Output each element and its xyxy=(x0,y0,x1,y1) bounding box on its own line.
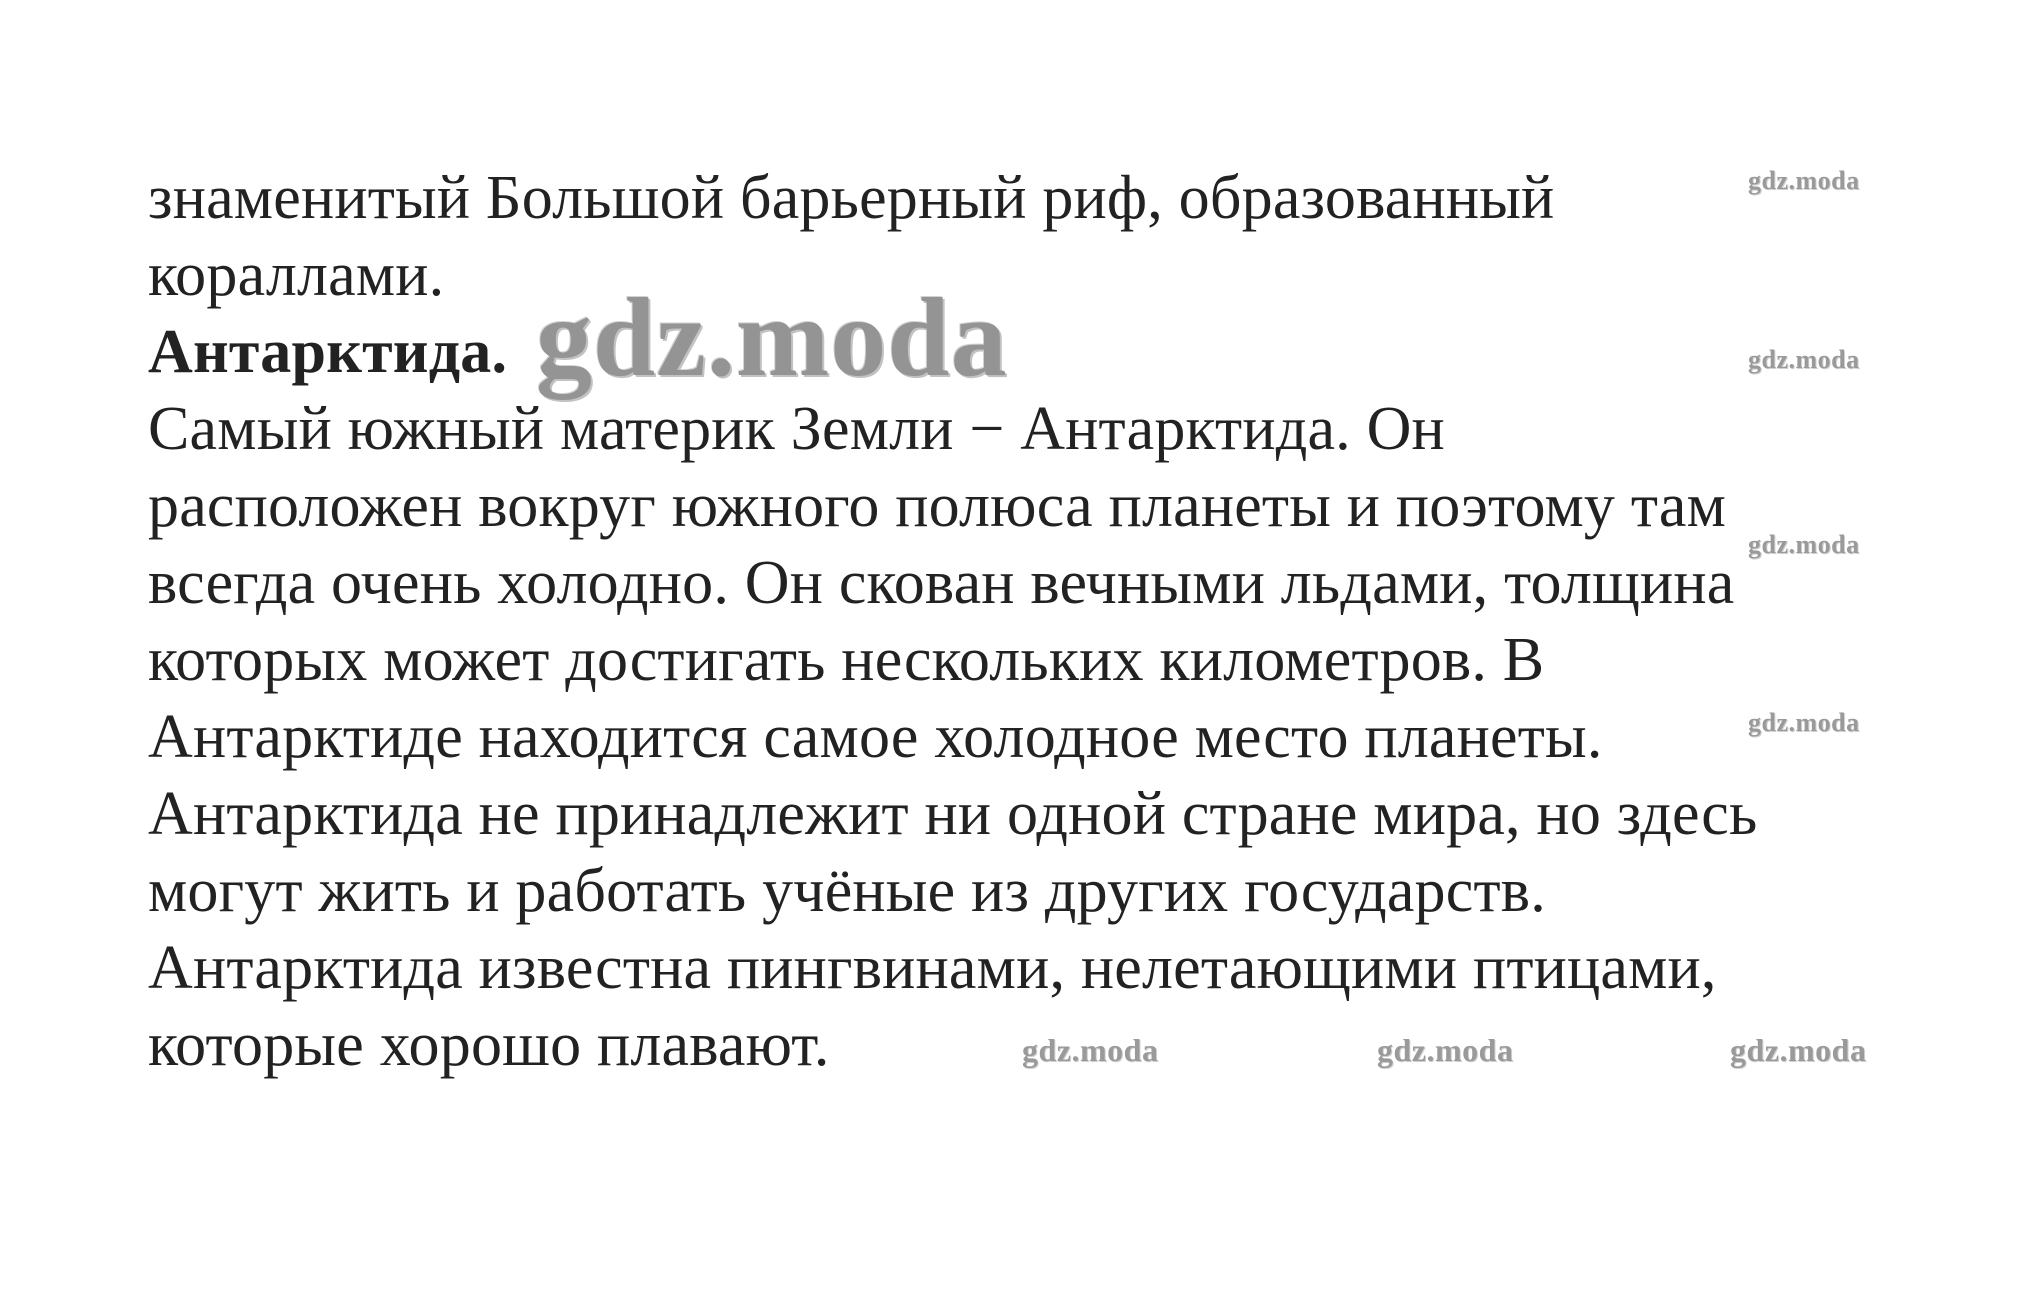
text-line: Антарктиде находится самое холодное место планеты. xyxy=(148,703,1603,771)
text-line: Антарктида не принадлежит ни одной стране мира, но здесь xyxy=(148,780,1758,848)
watermark: gdz.moda xyxy=(1377,1032,1514,1068)
watermark: gdz.moda xyxy=(1748,530,1860,559)
text-line: могут жить и работать учёные из других государств. xyxy=(148,857,1546,925)
watermark: gdz.moda xyxy=(1748,345,1860,374)
text-line: кораллами. xyxy=(148,241,445,309)
watermark: gdz.moda xyxy=(1730,1032,1867,1068)
text-line: знаменитый Большой барьерный риф, образованный xyxy=(148,164,1555,232)
text-line: Самый южный материк Земли − Антарктида. Он xyxy=(148,395,1445,463)
text-line: которых может достигать нескольких километров. В xyxy=(148,626,1545,694)
text-line: которые хорошо плавают. xyxy=(148,1011,830,1079)
watermark: gdz.moda xyxy=(1022,1032,1159,1068)
section-heading: Антарктида. xyxy=(148,318,508,386)
body-text xyxy=(148,160,1948,1084)
text-line: Антарктида известна пингвинами, нелетающими птицами, xyxy=(148,934,1717,1002)
watermark: gdz.moda xyxy=(1748,708,1860,737)
watermark-large: gdz.moda xyxy=(536,276,1008,400)
text-line: всегда очень холодно. Он скован вечными льдами, толщина xyxy=(148,549,1735,617)
watermark: gdz.moda xyxy=(1748,166,1860,195)
text-line: расположен вокруг южного полюса планеты и поэтому там xyxy=(148,472,1727,540)
